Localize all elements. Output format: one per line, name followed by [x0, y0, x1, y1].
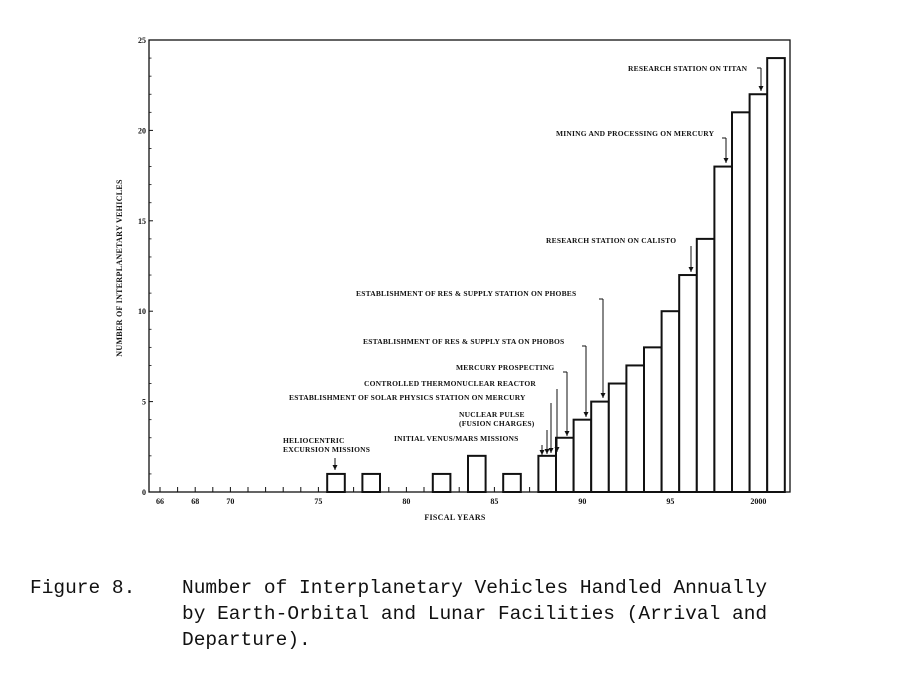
arrowhead: [601, 393, 606, 398]
arrowhead: [549, 448, 554, 453]
arrowhead: [689, 267, 694, 272]
annotation-text: (FUSION CHARGES): [459, 419, 535, 428]
bar: [626, 365, 644, 492]
x-tick-label: 95: [666, 497, 675, 506]
y-tick-label: 0: [142, 488, 146, 497]
x-tick-label: 90: [578, 497, 587, 506]
figure-number: Figure 8.: [30, 577, 136, 599]
annotation: [546, 236, 694, 272]
arrowhead: [333, 465, 338, 470]
bar: [591, 402, 609, 492]
bar: [644, 347, 662, 492]
bar-series: [327, 58, 785, 492]
bar: [750, 94, 768, 492]
annotation-text: EXCURSION MISSIONS: [283, 445, 371, 454]
annotation-text: ESTABLISHMENT OF RES & SUPPLY STA ON PHOBOS: [363, 337, 565, 346]
annotation: [556, 129, 729, 163]
annotation: [394, 434, 545, 455]
bar: [679, 275, 697, 492]
arrowhead: [545, 449, 550, 454]
x-tick-label: 66: [156, 497, 164, 506]
annotation-text: HELIOCENTRIC: [283, 436, 345, 445]
y-axis: [138, 36, 153, 497]
annotation-text: MINING AND PROCESSING ON MERCURY: [556, 129, 715, 138]
x-tick-label: 80: [402, 497, 411, 506]
annotation-text: RESEARCH STATION ON TITAN: [628, 64, 748, 73]
x-tick-label: 70: [226, 497, 235, 506]
bar: [503, 474, 521, 492]
x-tick-label: 2000: [750, 497, 767, 506]
bar: [732, 112, 750, 492]
annotation-text: INITIAL VENUS/MARS MISSIONS: [394, 434, 519, 443]
bar: [327, 474, 345, 492]
arrowhead: [584, 412, 589, 417]
bar: [362, 474, 380, 492]
x-axis-title: FISCAL YEARS: [424, 513, 486, 522]
bar: [468, 456, 486, 492]
arrowhead: [540, 450, 545, 455]
y-tick-label: 20: [138, 126, 146, 136]
y-tick-label: 10: [138, 307, 146, 317]
caption-text-line-2: by Earth-Orbital and Lunar Facilities (Arrival and: [182, 603, 768, 625]
y-tick-label: 25: [138, 36, 146, 45]
annotation-text: ESTABLISHMENT OF SOLAR PHYSICS STATION ON MERCURY: [289, 393, 526, 402]
annotation-text: RESEARCH STATION ON CALISTO: [546, 236, 677, 245]
bar: [609, 384, 627, 492]
y-axis-title: NUMBER OF INTERPLANETARY VEHICLES: [115, 179, 124, 357]
arrowhead: [724, 158, 729, 163]
bar: [556, 438, 574, 492]
annotation: [459, 410, 550, 454]
annotation: [628, 64, 764, 91]
x-tick-label: 68: [191, 497, 200, 506]
bar: [662, 311, 680, 492]
annotation-text: MERCURY PROSPECTING: [456, 363, 555, 372]
y-tick-label: 5: [142, 397, 146, 407]
annotation-text: CONTROLLED THERMONUCLEAR REACTOR: [364, 379, 536, 388]
bar: [697, 239, 715, 492]
figure-caption: [30, 575, 910, 653]
y-tick-label: 15: [138, 216, 146, 226]
arrowhead: [565, 431, 570, 436]
annotation: [363, 337, 589, 417]
x-tick-label: 85: [490, 497, 499, 506]
bar: [714, 167, 732, 492]
annotation-text: NUCLEAR PULSE: [459, 410, 525, 419]
bar: [767, 58, 785, 492]
caption-text-line-3: Departure).: [182, 629, 311, 651]
caption-text-line-1: Number of Interplanetary Vehicles Handled Annually: [182, 577, 768, 599]
annotation-text: ESTABLISHMENT OF RES & SUPPLY STATION ON PHOBES: [356, 289, 577, 298]
arrowhead: [759, 86, 764, 91]
bar: [433, 474, 451, 492]
x-tick-label: 75: [314, 497, 323, 506]
bar: [574, 420, 592, 492]
annotation: [283, 436, 370, 470]
bar: [538, 456, 556, 492]
